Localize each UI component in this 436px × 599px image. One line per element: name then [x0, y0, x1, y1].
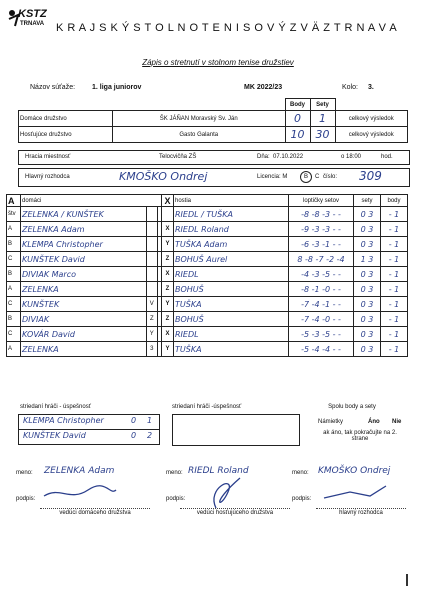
match-home-cell: KUNŠTEK	[21, 297, 147, 312]
match-hl-cell	[147, 237, 157, 252]
home-label: Domáce družstvo	[19, 111, 113, 127]
match-sety-cell: 0 3	[354, 327, 381, 342]
competition-label: Názov súťaže:	[30, 84, 76, 91]
home-signature-scribble	[40, 484, 120, 502]
home-subs-list	[18, 414, 160, 445]
podpis-2: podpis:	[166, 496, 186, 502]
match-home-cell: ZELENKA	[21, 282, 147, 297]
license-c: C	[315, 174, 320, 180]
scan-mark	[406, 574, 408, 586]
ano-label: Áno	[368, 419, 380, 425]
result-label-2: celkový výsledok	[335, 127, 408, 143]
match-home-cell: KLEMPA Christopher	[21, 237, 147, 252]
match-body-cell: - 1	[381, 267, 408, 282]
home-sub-row	[18, 430, 160, 445]
match-body-cell: - 1	[381, 222, 408, 237]
away-subs-box	[172, 414, 300, 446]
home-col-head: domáci	[21, 195, 162, 207]
match-row	[7, 327, 408, 342]
match-row	[7, 207, 408, 222]
cislo-value: 309	[359, 169, 382, 183]
podpis-1: podpis:	[16, 496, 36, 502]
sum-label: Spolu body a sety	[328, 404, 376, 410]
referee-sign-name: KMOŠKO Ondrej	[318, 466, 391, 476]
ref-signature-scribble	[320, 484, 390, 502]
match-away-cell: TUŠKA	[174, 342, 289, 357]
match-row	[7, 267, 408, 282]
match-body-cell: - 1	[381, 297, 408, 312]
match-away-cell: TUŠKA Adam	[174, 237, 289, 252]
sub-name: KUNŠTEK David	[23, 431, 86, 440]
match-body-cell: - 1	[381, 282, 408, 297]
meno-1: meno:	[16, 470, 33, 476]
match-body-cell: - 1	[381, 327, 408, 342]
match-hl-cell	[147, 252, 157, 267]
away-sety: 30	[310, 127, 335, 143]
match-home-cell: KOVÁR David	[21, 327, 147, 342]
away-sign-line	[180, 508, 290, 509]
referee-row	[18, 168, 410, 187]
match-balls-cell: -4 -3 -5 - -	[289, 267, 354, 282]
match-hl-cell	[147, 267, 157, 282]
home-team-name: ŠK JÁŇAN Moravský Sv. Ján	[113, 111, 286, 127]
time-label: o 18:00	[341, 154, 362, 160]
match-away-cell: RIEDL	[174, 267, 289, 282]
match-sety-cell: 0 3	[354, 207, 381, 222]
namietky-label: Námietky	[318, 419, 344, 425]
match-xl-cell: Y	[162, 237, 174, 252]
match-home-cell: DIVIAK	[21, 312, 147, 327]
match-xl-cell: Y	[162, 342, 174, 357]
logo-text: KSTZ	[18, 8, 47, 20]
license-b-circled: B	[300, 171, 312, 183]
match-home-cell: ZELENKA	[21, 342, 147, 357]
match-hl-cell	[147, 282, 157, 297]
date-value: 07.10.2022	[273, 154, 304, 160]
sub-name: KLEMPA Christopher	[23, 416, 104, 425]
match-away-cell: TUŠKA	[174, 297, 289, 312]
col-sety: Sety	[310, 99, 335, 111]
sets-col-head: loptičky setov	[289, 195, 354, 207]
kstz-logo	[6, 6, 46, 32]
match-row	[7, 222, 408, 237]
home-sub-row	[18, 414, 160, 430]
result-label-1: celkový výsledok	[335, 111, 408, 127]
license-label: Licencia: M	[257, 174, 288, 180]
match-xl-cell: X	[162, 267, 174, 282]
competition-value: 1. liga juniorov	[92, 84, 142, 91]
away-signature-scribble	[196, 468, 256, 512]
match-row	[7, 237, 408, 252]
match-xl-cell: Z	[162, 252, 174, 267]
away-captain: RIEDL Roland	[188, 466, 249, 476]
round-label: Kolo:	[342, 84, 358, 91]
match-hl-cell	[147, 222, 157, 237]
match-away-cell: RIEDL Roland	[174, 222, 289, 237]
venue-row	[18, 150, 410, 165]
podpis-3: podpis:	[292, 496, 312, 502]
meno-2: meno:	[166, 470, 183, 476]
match-xl-cell: X	[162, 222, 174, 237]
match-balls-cell: -9 -3 -3 - -	[289, 222, 354, 237]
match-xl-cell: Z	[162, 282, 174, 297]
ref-caption: hlavný rozhodca	[339, 510, 383, 516]
match-balls-cell: -6 -3 -1 - -	[289, 237, 354, 252]
home-sign-line	[40, 508, 150, 509]
match-away-cell: BOHUŠ	[174, 282, 289, 297]
sety-col-head: sety	[354, 195, 381, 207]
match-row	[7, 312, 408, 327]
union-name: K R A J S K Ý S T O L N O T E N I S O V Ý Z V Ä Z T R N A V A	[56, 22, 398, 34]
match-home-cell: ZELENKA Adam	[21, 222, 147, 237]
away-body: 10	[285, 127, 310, 143]
match-xl-cell: X	[162, 327, 174, 342]
round-value: 3.	[368, 84, 374, 91]
match-sety-cell: 0 3	[354, 282, 381, 297]
match-pos-cell: C	[7, 297, 21, 312]
match-home-cell: ZELENKA / KUNŠTEK	[21, 207, 147, 222]
match-home-cell: KUNŠTEK David	[21, 252, 147, 267]
home-caption: vedúci domáceho družstva	[59, 510, 131, 516]
match-hl-cell: Y	[147, 327, 157, 342]
match-pos-cell: C	[7, 327, 21, 342]
match-home-cell: DIVIAK Marco	[21, 267, 147, 282]
match-balls-cell: -7 -4 -0 - -	[289, 312, 354, 327]
season: MK 2022/23	[244, 84, 283, 91]
namietky-row	[312, 419, 406, 427]
match-hl-cell: V	[147, 297, 157, 312]
match-xl-cell	[162, 207, 174, 222]
match-balls-cell: 8 -8 -7 -2 -4	[289, 252, 354, 267]
match-row	[7, 252, 408, 267]
match-hl-cell	[147, 207, 157, 222]
match-sety-cell: 0 3	[354, 222, 381, 237]
match-hl-cell: Z	[147, 312, 157, 327]
referee-value: KMOŠKO Ondrej	[119, 170, 208, 183]
match-balls-cell: -8 -8 -3 - -	[289, 207, 354, 222]
match-sety-cell: 0 3	[354, 237, 381, 252]
match-away-cell: RIEDL / TUŠKA	[174, 207, 289, 222]
match-pos-cell: štv	[7, 207, 21, 222]
match-body-cell: - 1	[381, 207, 408, 222]
sub-wins: 0	[131, 431, 137, 440]
sub-played: 2	[147, 431, 153, 440]
match-balls-cell: -7 -4 -1 - -	[289, 297, 354, 312]
date-label: Dňa:	[257, 154, 270, 160]
col-body: Body	[285, 99, 310, 111]
body-col-head: body	[381, 195, 408, 207]
match-away-cell: RIEDL	[174, 327, 289, 342]
away-caption: vedúci hosťujúceho družstva	[196, 510, 274, 516]
cislo-label: číslo:	[323, 174, 338, 180]
home-body: 0	[285, 111, 310, 127]
time-unit: hod.	[381, 154, 393, 160]
match-away-cell: BOHUŠ	[174, 312, 289, 327]
match-pos-cell: C	[7, 252, 21, 267]
match-sety-cell: 0 3	[354, 297, 381, 312]
match-body-cell: - 1	[381, 342, 408, 357]
match-hl-cell: 3	[147, 342, 157, 357]
match-balls-cell: -5 -3 -5 - -	[289, 327, 354, 342]
matches-table	[6, 194, 408, 357]
away-col-head: hostia	[174, 195, 289, 207]
match-row	[7, 282, 408, 297]
page-title: Zápis o stretnutí v stolnom tenise družstiev	[142, 58, 294, 67]
match-pos-cell: B	[7, 267, 21, 282]
match-sety-cell: 0 3	[354, 267, 381, 282]
a-letter: A	[7, 195, 21, 207]
home-subs-label: striedaní hráči - úspešnosť	[20, 404, 91, 410]
match-sety-cell: 0 3	[354, 342, 381, 357]
referee-label: Hlavný rozhodca	[25, 174, 70, 180]
match-pos-cell: B	[7, 237, 21, 252]
home-captain: ZELENKA Adam	[44, 466, 115, 476]
match-balls-cell: -5 -4 -4 - -	[289, 342, 354, 357]
venue-label: Hracia miestnosť	[25, 154, 71, 160]
venue-value: Telocvičňa ZŠ	[159, 154, 197, 160]
nie-label: Nie	[392, 419, 402, 425]
away-label: Hosťujúce družstvo	[19, 127, 113, 143]
match-pos-cell: A	[7, 222, 21, 237]
match-body-cell: - 1	[381, 252, 408, 267]
away-team-name: Gasto Galanta	[113, 127, 286, 143]
x-letter: X	[162, 195, 174, 207]
match-sety-cell: 0 3	[354, 312, 381, 327]
away-subs-label: striedaní hráči -úspešnosť	[172, 404, 242, 410]
match-row	[7, 342, 408, 357]
teams-table	[18, 98, 408, 143]
match-sety-cell: 1 3	[354, 252, 381, 267]
meno-3: meno:	[292, 470, 309, 476]
match-xl-cell: Z	[162, 312, 174, 327]
logo-sub: TRNAVA	[20, 21, 45, 27]
match-away-cell: BOHUŠ Aurel	[174, 252, 289, 267]
match-pos-cell: A	[7, 282, 21, 297]
match-balls-cell: -8 -1 -0 - -	[289, 282, 354, 297]
match-body-cell: - 1	[381, 312, 408, 327]
match-pos-cell: A	[7, 342, 21, 357]
match-xl-cell: Y	[162, 297, 174, 312]
ref-sign-line	[316, 508, 406, 509]
namietky-note: ak áno, tak pokračujte na 2. strane	[323, 430, 397, 442]
home-sety: 1	[310, 111, 335, 127]
sub-played: 1	[147, 416, 153, 425]
match-body-cell: - 1	[381, 237, 408, 252]
match-row	[7, 297, 408, 312]
match-pos-cell: B	[7, 312, 21, 327]
sub-wins: 0	[131, 416, 137, 425]
